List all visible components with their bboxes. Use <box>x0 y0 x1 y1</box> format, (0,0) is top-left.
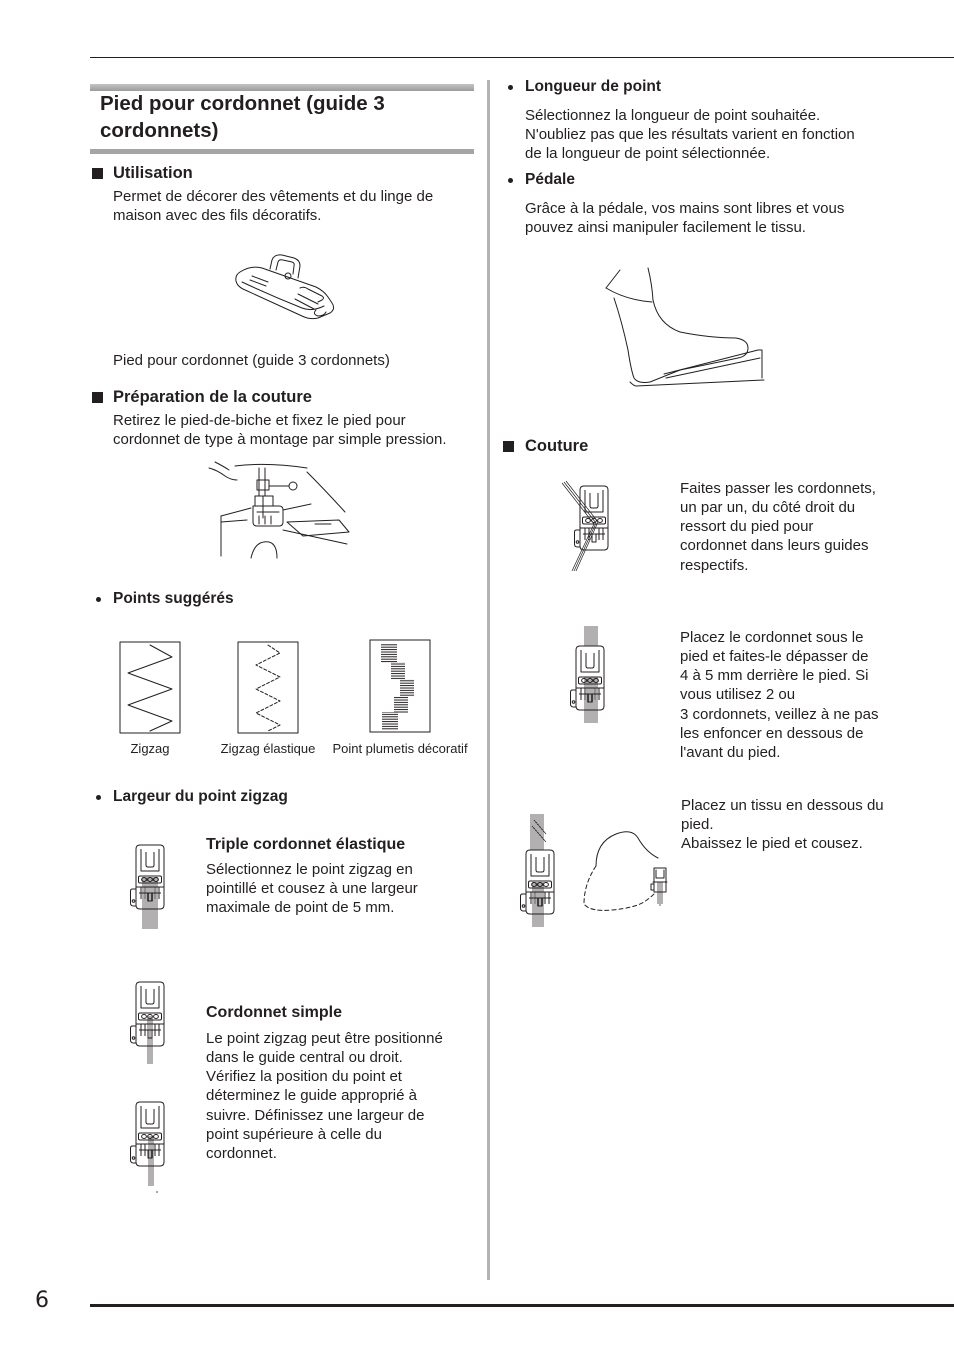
page-number: 6 <box>35 1288 49 1313</box>
top-rule <box>90 57 954 58</box>
bottom-rule <box>90 1304 954 1307</box>
heading-largeur-zigzag: Largeur du point zigzag <box>113 788 288 805</box>
text-couture-step-2: Placez le cordonnet sous le pied et faites-le dépasser de 4 à 5 mm derrière le pied. Si vous utilisez 2 ou 3 cordonnets, veillez à ne pas les enfoncer en dessous de l'avant du pied. <box>680 628 879 762</box>
round-bullet-icon <box>96 597 101 602</box>
text-pedale: Grâce à la pédale, vos mains sont libres et vous pouvez ainsi manipuler facilement le tissu. <box>525 199 845 236</box>
text-utilisation: Permet de décorer des vêtements et du linge de maison avec des fils décoratifs. <box>113 187 434 224</box>
text-triple-cordonnet: Sélectionnez le point zigzag en pointillé et cousez à une largeur maximale de point de 5 mm. <box>206 860 418 917</box>
square-bullet-icon <box>503 441 514 452</box>
fabric-under-foot-illustration <box>578 828 676 914</box>
round-bullet-icon <box>96 795 101 800</box>
text-cordonnet-simple: Le point zigzag peut être positionné dans le guide central ou droit. Vérifiez la position du point et déterminez le guide approprié à suivre. Définissez une largeur de point supérieure à celle du cordonnet. <box>206 1029 443 1163</box>
heading-points-suggeres: Points suggérés <box>113 590 234 607</box>
elastic-zigzag-stitch-illustration <box>237 641 299 734</box>
text-preparation: Retirez le pied-de-biche et fixez le pied pour cordonnet de type à montage par simple pression. <box>113 411 447 448</box>
stitch-label: Zigzag élastique <box>220 741 316 756</box>
heading-pedale: Pédale <box>525 171 575 188</box>
cords-under-foot-illustration <box>566 626 612 724</box>
sewing-foot-cords-illustration <box>516 814 562 928</box>
heading-longueur-point: Longueur de point <box>525 78 662 95</box>
zigzag-stitch-illustration <box>119 641 181 734</box>
section-title: Pied pour cordonnet (guide 3 cordonnets) <box>100 92 385 142</box>
round-bullet-icon <box>508 178 513 183</box>
column-divider <box>487 80 490 1280</box>
single-cord-right-foot-illustration <box>126 1100 172 1194</box>
heading-couture: Couture <box>525 437 589 455</box>
cording-foot-illustration <box>232 252 338 324</box>
machine-foot-attach-illustration <box>207 460 357 560</box>
single-cord-center-foot-illustration <box>126 980 172 1066</box>
square-bullet-icon <box>92 168 103 179</box>
satin-stitch-illustration <box>369 639 431 733</box>
triple-cord-foot-illustration <box>126 843 172 931</box>
threading-cords-illustration <box>560 480 620 572</box>
square-bullet-icon <box>92 392 103 403</box>
text-couture-step-1: Faites passer les cordonnets, un par un, du côté droit du ressort du pied pour cordonnet dans leurs guides respectifs. <box>680 479 876 574</box>
heading-triple-cordonnet: Triple cordonnet élastique <box>206 836 406 853</box>
heading-preparation: Préparation de la couture <box>113 388 312 406</box>
text-couture-step-3: Placez un tissu en dessous du pied. Abaissez le pied et cousez. <box>681 796 884 853</box>
title-bottom-bar <box>90 149 474 154</box>
text-longueur-point: Sélectionnez la longueur de point souhaitée. N'oubliez pas que les résultats varient en fonction de la longueur de point sélectionnée. <box>525 106 855 163</box>
heading-cordonnet-simple: Cordonnet simple <box>206 1004 343 1021</box>
heading-utilisation: Utilisation <box>113 164 193 182</box>
round-bullet-icon <box>508 85 513 90</box>
stitch-label: Zigzag <box>130 741 170 756</box>
foot-pedal-illustration <box>600 266 768 388</box>
caption-cording-foot: Pied pour cordonnet (guide 3 cordonnets) <box>113 351 390 369</box>
stitch-label: Point plumetis décoratif <box>332 741 468 756</box>
